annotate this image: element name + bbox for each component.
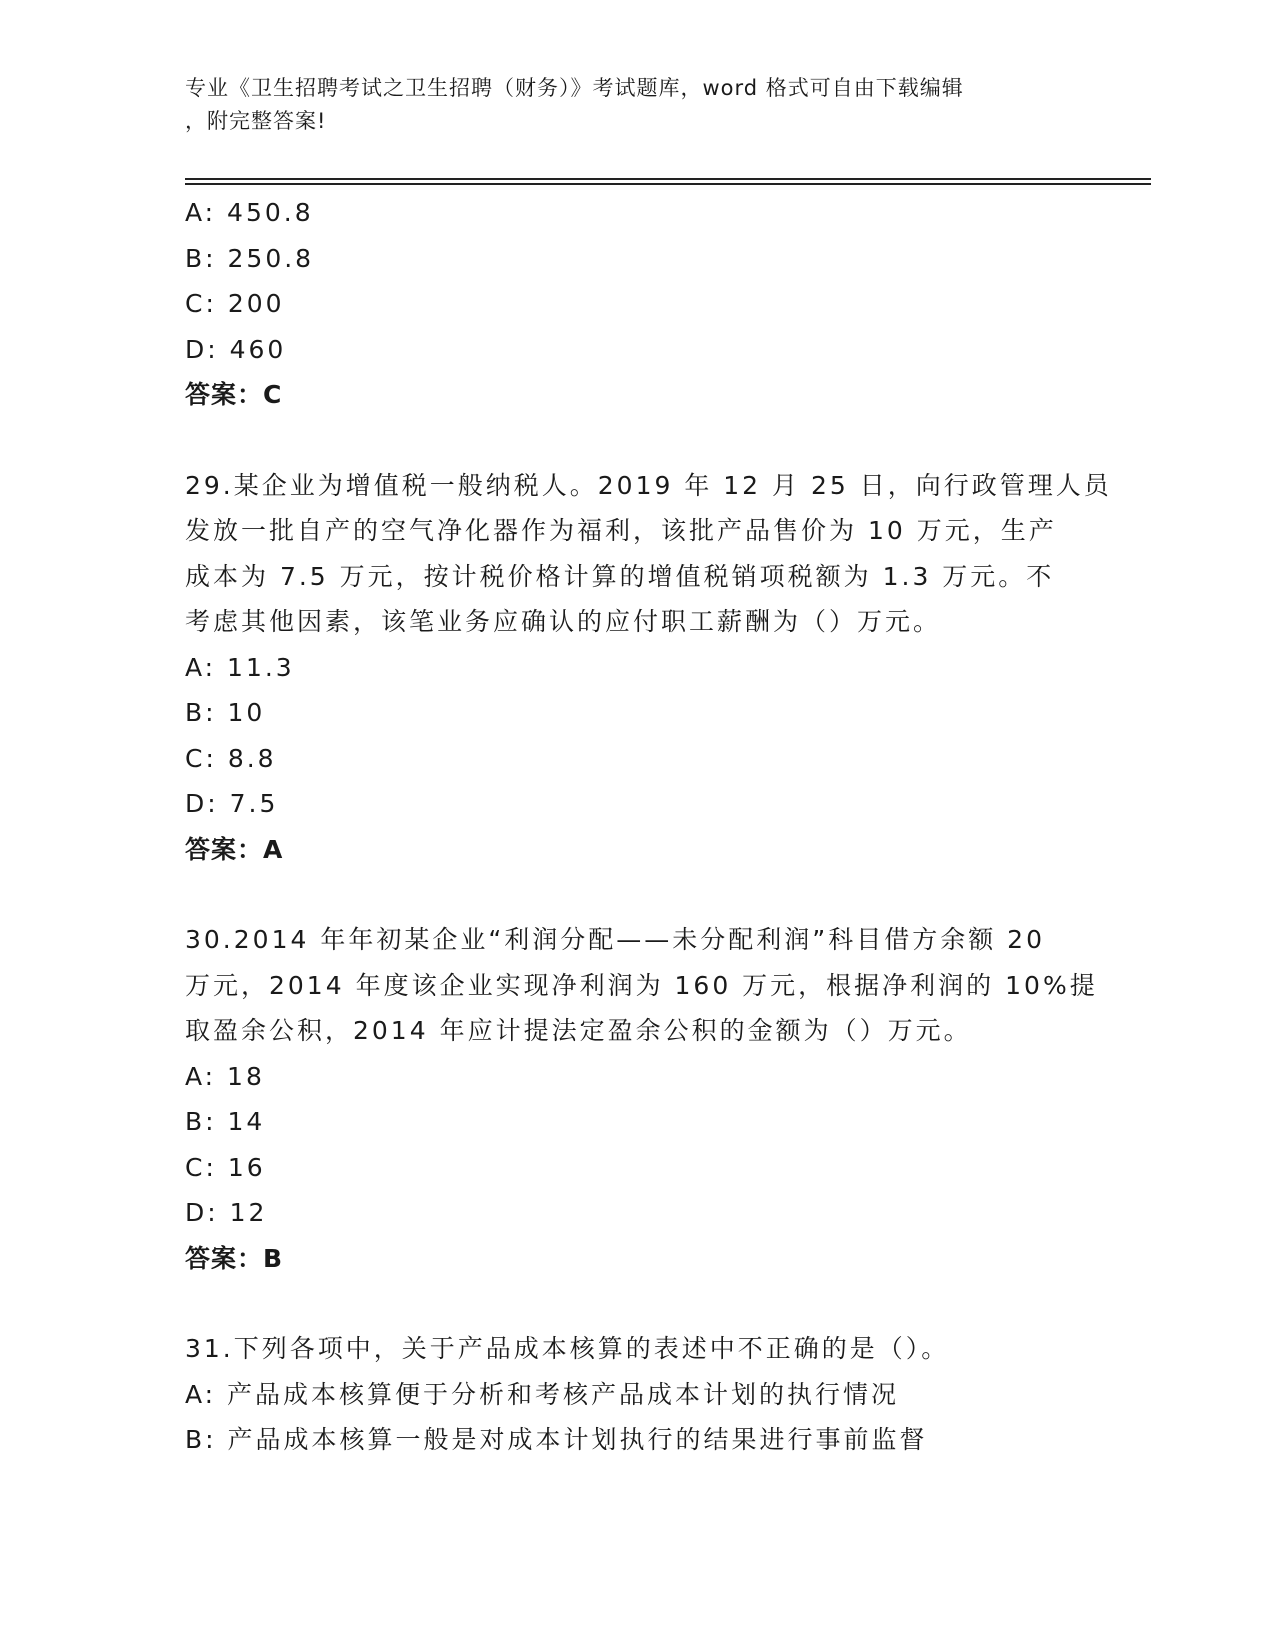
stem-line: 成本为 7.5 万元，按计税价格计算的增值税销项税额为 1.3 万元。不	[185, 561, 1055, 591]
stem-line: 31.下列各项中，关于产品成本核算的表述中不正确的是（）。	[185, 1334, 950, 1363]
option-b: B: 10	[185, 698, 266, 727]
option-a: A: 产品成本核算便于分析和考核产品成本计划的执行情况	[185, 1379, 900, 1409]
question-stem	[185, 463, 1112, 645]
answer: 答案：A	[185, 834, 284, 864]
option-b: B: 产品成本核算一般是对成本计划执行的结果进行事前监督	[185, 1425, 928, 1454]
document-body	[185, 190, 1112, 1463]
option-d: D: 7.5	[185, 789, 279, 818]
question-stem	[185, 1326, 1085, 1372]
option-a: A: 450.8	[185, 198, 314, 227]
stem-line: 考虑其他因素，该笔业务应确认的应付职工薪酬为（）万元。	[185, 607, 942, 636]
option-c: C: 200	[185, 289, 285, 318]
option-d: D: 12	[185, 1198, 268, 1227]
question-28	[185, 190, 1085, 418]
option-c: C: 16	[185, 1152, 266, 1182]
option-d: D: 460	[185, 334, 287, 364]
stem-line: 万元，2014 年度该企业实现净利润为 160 万元，根据净利润的 10%提	[185, 970, 1098, 1000]
document-header	[185, 72, 1065, 138]
option-b: B: 14	[185, 1107, 266, 1136]
option-b: B: 250.8	[185, 243, 315, 273]
option-a: A: 18	[185, 1061, 265, 1091]
stem-line: 30.2014 年年初某企业“利润分配——未分配利润”科目借方余额 20	[185, 925, 1045, 954]
option-a: A: 11.3	[185, 652, 295, 682]
answer: 答案：B	[185, 1243, 284, 1273]
stem-line: 29.某企业为增值税一般纳税人。2019 年 12 月 25 日，向行政管理人员	[185, 470, 1112, 500]
question-stem	[185, 917, 1098, 1054]
question-31	[185, 1326, 1085, 1463]
option-c: C: 8.8	[185, 743, 277, 773]
header-rule-bottom	[185, 183, 1151, 185]
question-30	[185, 917, 1098, 1281]
stem-line: 取盈余公积，2014 年应计提法定盈余公积的金额为（）万元。	[185, 1016, 972, 1045]
answer: 答案：C	[185, 380, 283, 409]
stem-line: 发放一批自产的空气净化器作为福利，该批产品售价为 10 万元，生产	[185, 516, 1057, 545]
header-line-1: 专业《卫生招聘考试之卫生招聘（财务）》考试题库，word 格式可自由下载编辑	[185, 76, 964, 100]
question-29	[185, 463, 1112, 873]
header-line-2: ，附完整答案!	[185, 109, 327, 133]
header-rule-top	[185, 178, 1151, 180]
